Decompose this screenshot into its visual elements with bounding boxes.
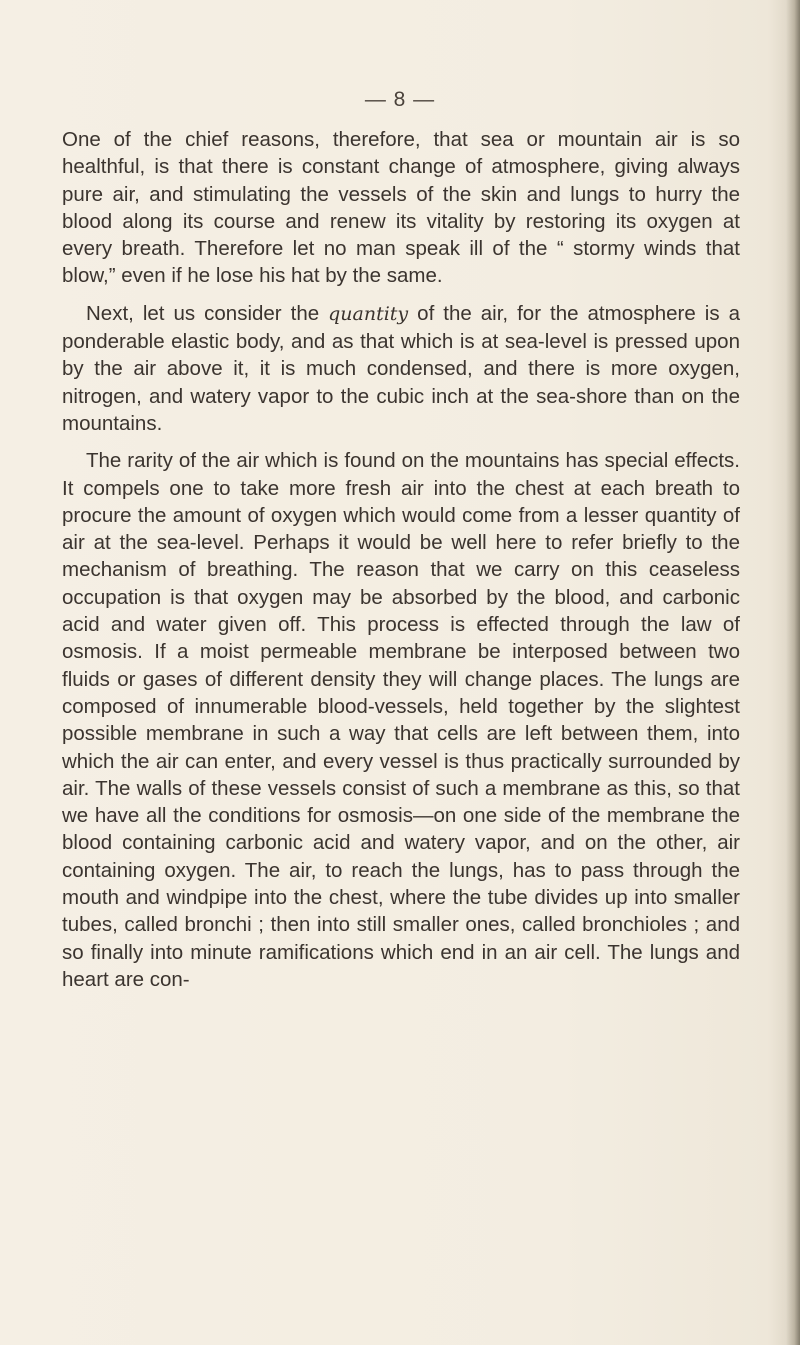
paragraph-2-start: Next, let us consider the xyxy=(86,301,329,325)
italic-quantity: quantity xyxy=(328,302,409,325)
page-edge-shadow xyxy=(786,0,800,1345)
paragraph-2 xyxy=(62,300,740,437)
page-number: — 8 — xyxy=(364,88,436,111)
paragraph-3: The rarity of the air which is found on the mountains has special effects. It compels one to take more fresh air into the chest at each breath to procure the amount of oxygen which would come from a lesser quantity of air at the sea-level. Perhaps it would be well here to refer briefly to the mechanism of breathing. The reason that we carry on this ceaseless occupation is that oxygen may be absorbed by the blood, and carbonic acid and water given off. This process is effected through the law of osmosis. If a moist permeable membrane be interposed between two fluids or gases of different density they will change places. The lungs are composed of innumerable blood-vessels, held together by the slightest possible membrane in such a way that cells are left between them, into which the air can enter, and every vessel is thus practically surrounded by air. The walls of these vessels consist of such a membrane as this, so that we have all the conditions for osmosis—on one side of the membrane the blood containing carbonic acid and watery vapor, and on the other, air containing oxygen. The air, to reach the lungs, has to pass through the mouth and windpipe into the chest, where the tube divides up into smaller tubes, called bronchi ; then into still smaller ones, called bronchioles ; and so finally into minute ramifications which end in an air cell. The lungs and heart are con- xyxy=(62,449,740,991)
body-text xyxy=(62,126,740,1003)
paragraph-1: One of the chief reasons, therefore, that sea or mountain air is so healthful, is that there is constant change of atmosphere, giving always pure air, and stimulating the vessels of the skin and lungs to hurry the blood along its course and renew its vitality by restoring its oxygen at every breath. Therefore let no man speak ill of the “ stormy winds that blow,” even if he lose his hat by the same. xyxy=(62,128,740,288)
paragraph-2-end: of the air, for the atmosphere is a ponderable elastic body, and as that which is at sea-level is pressed upon by the air above it, it is much condensed, and there is more oxygen, nitrogen, and watery vapor to the cubic inch at the sea-shore than on the mountains. xyxy=(62,301,740,435)
